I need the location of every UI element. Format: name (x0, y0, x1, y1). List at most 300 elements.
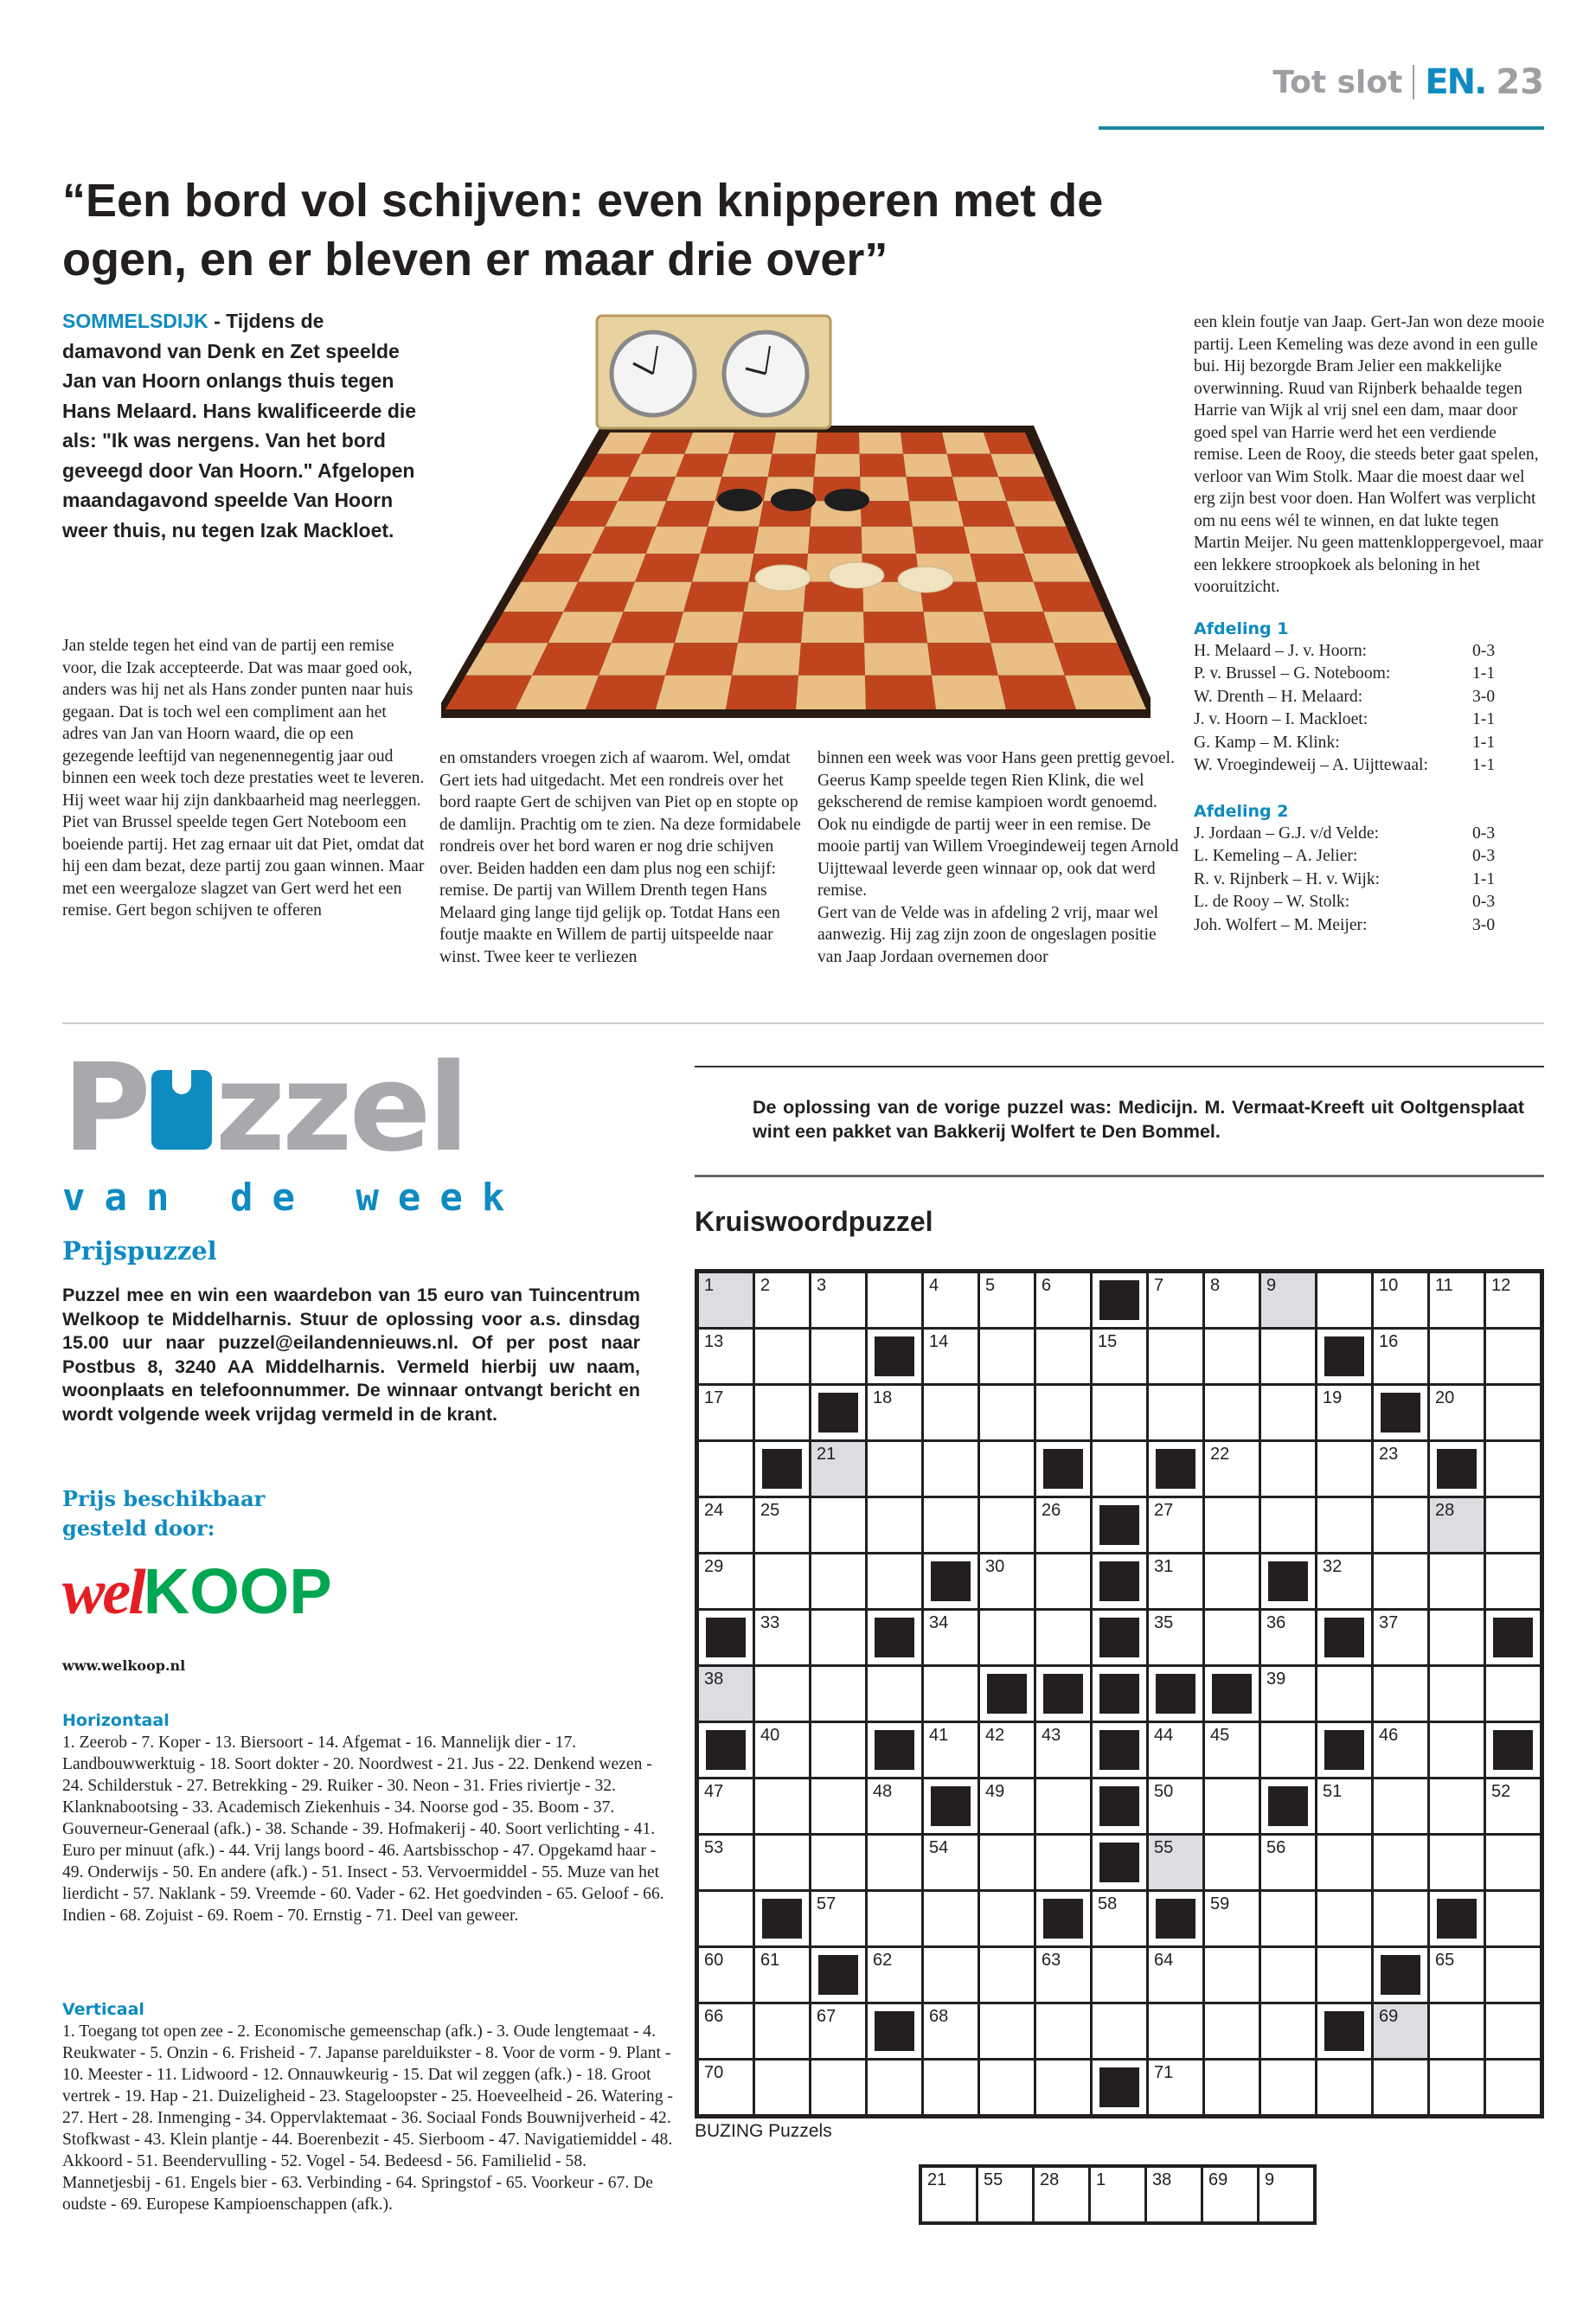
board-square (798, 643, 865, 676)
grid-cell[interactable] (1486, 1554, 1540, 1608)
grid-cell[interactable] (1486, 1892, 1540, 1945)
division-heading: Afdeling 2 (1194, 801, 1289, 821)
grid-cell[interactable] (980, 1386, 1034, 1439)
grid-cell[interactable] (699, 1892, 753, 1945)
black-cell (1093, 1498, 1146, 1552)
prize-text: Puzzel mee en win een waardebon van 15 euro van Tuincentrum Welkoop te Middelharnis. Stuur de oplossing voor a.s. dinsdag 15.00 uur naar puzzel@eilandennieuws.nl. Of per post naar Postbus 8, 3240 AA Middelharnis. Vermeld hierbij uw naam, woonplaats en telefoonnummer. De winnaar ontvangt bericht en wordt volgende week vrijdag vermeld in de krant. (62, 1285, 640, 1425)
clues-heading: Verticaal (62, 2000, 144, 2019)
board-square (863, 612, 927, 643)
grid-cell[interactable] (755, 1667, 809, 1721)
grid-cell[interactable] (1036, 2061, 1090, 2114)
article-column-3 (817, 747, 1181, 968)
grid-cell[interactable]: 29 (699, 1554, 753, 1608)
grid-cell[interactable]: 62 (868, 1948, 921, 2002)
black-cell (1093, 1554, 1146, 1608)
grid-cell[interactable]: 41 (924, 1723, 977, 1777)
result-row (1194, 732, 1548, 755)
solution-cell[interactable]: 9 (1259, 2168, 1313, 2221)
grid-cell[interactable]: 5 (980, 1273, 1034, 1327)
grid-cell[interactable]: 71 (1149, 2061, 1202, 2114)
grid-cell[interactable] (1486, 1836, 1540, 1889)
grid-cell[interactable] (1261, 2004, 1315, 2058)
grid-cell[interactable]: 57 (811, 1892, 865, 1945)
board-square (726, 676, 798, 709)
grid-cell[interactable] (1261, 1330, 1315, 1383)
grid-cell[interactable]: 20 (1430, 1386, 1484, 1439)
prize-title: Prijspuzzel (62, 1236, 217, 1266)
grid-cell[interactable] (1317, 1273, 1371, 1327)
grid-cell[interactable]: 16 (1374, 1330, 1427, 1383)
grid-cell[interactable]: 19 (1317, 1386, 1371, 1439)
grid-cell[interactable] (1205, 1836, 1259, 1889)
result-row (1194, 914, 1548, 938)
grid-cell[interactable] (811, 1667, 865, 1721)
board-square (907, 477, 958, 501)
intro-text: - Tijdens de damavond van Denk en Zet speelde Jan van Hoorn onlangs thuis tegen Hans Melaard. Hans kwalificeerde die als: "Ik was nergens. Van het bord geveegd door Van Hoorn." Afgelopen maandagavond speelde Van Hoorn weer thuis, nu tegen Izak Mackloet. (62, 310, 417, 542)
board-square (932, 676, 1006, 709)
board-square (816, 433, 860, 454)
paragraph: en omstanders vroegen zich af waarom. Wel, omdat Gert iets had uitgedacht. Met een rondreis over het bord raapte Gert de schijven van Piet op en stopte op de damlijn. Prachtig om te zien. Na deze formidabele rondreis over het bord waren er nog drie schijven over. Beiden hadden een dam plus nog een schijf: remise. De partij van Willem Drenth tegen Hans Melaard ging lange tijd gelijk op. Totdat Hans een foutje maakte en Willem de partij uitspeelde naar winst. Twee keer te verliezen (439, 749, 801, 966)
grid-cell[interactable] (868, 1273, 921, 1327)
board-square (646, 527, 708, 554)
article-title: “Een bord vol schijven: even knipperen met de ogen, en er bleven er maar drie over” (62, 175, 1104, 285)
black-cell (868, 1330, 921, 1383)
grid-cell[interactable] (924, 1892, 977, 1945)
board-square (599, 643, 675, 676)
grid-cell[interactable] (755, 1554, 809, 1608)
grid-cell[interactable]: 27 (1149, 1498, 1202, 1552)
match: J. v. Hoorn – I. Mackloet: (1194, 710, 1368, 728)
board-square (728, 433, 776, 454)
score: 3-0 (1472, 915, 1496, 934)
board-square (586, 676, 665, 709)
grid-cell[interactable] (1205, 2061, 1259, 2114)
grid-cell[interactable] (1317, 1836, 1371, 1889)
grid-cell[interactable]: 45 (1205, 1723, 1259, 1777)
grid-cell[interactable]: 50 (1149, 1779, 1202, 1833)
grid-cell[interactable]: 56 (1261, 1836, 1315, 1889)
board-square (947, 454, 998, 477)
sponsor-label (62, 1484, 265, 1543)
black-cell (1317, 1723, 1371, 1777)
match: Joh. Wolfert – M. Meijer: (1194, 915, 1368, 934)
board-square (864, 643, 932, 676)
grid-cell[interactable] (1149, 1330, 1202, 1383)
brand-logo: EN. (1425, 62, 1486, 102)
grid-cell[interactable] (811, 1554, 865, 1608)
grid-cell[interactable] (1261, 1948, 1315, 2002)
chessboard-photo (441, 311, 1151, 722)
grid-cell[interactable] (868, 1498, 921, 1552)
puzzel-logo: P zzel (62, 1038, 466, 1179)
black-cell (924, 1779, 977, 1833)
grid-cell[interactable]: 28 (1430, 1498, 1484, 1552)
result-row (1194, 663, 1548, 686)
board-square (612, 612, 683, 643)
board-square (942, 433, 990, 454)
grid-cell[interactable] (1317, 1892, 1371, 1945)
grid-cell[interactable] (980, 2061, 1034, 2114)
grid-cell[interactable] (1093, 1386, 1146, 1439)
board-square (768, 454, 816, 477)
solution-cell[interactable]: 55 (978, 2168, 1032, 2221)
clues-text: 1. Zeerob - 7. Koper - 13. Biersoort - 14. Afgemat - 16. Mannelijk dier - 17. Landbouwwerktuig - 18. Soort dokter - 20. Noordwest - 21. Jus - 22. Denkend wezen - 24. Schilderstuk - 27. Betrekking - 29. Ruiker - 30. Neon - 31. Fries riviertje - 32. Klanknabootsing - 33. Academisch Ziekenhuis - 34. Noorse god - 35. Boom - 37. Gouverneur-Generaal (afk.) - 38. Schande - 39. Hofmakerij - 40. Soort verlichting - 41. Euro per minuut (afk.) - 44. Vrij langs boord - 46. Aartsbisschop - 47. Opgekamd haar - 49. Onderwijs - 50. En andere (afk.) - 51. Insect - 53. Vervoermiddel - 55. Muze van het lierdicht - 57. Naklank - 59. Vreemde - 60. Vader - 62. Het goedvinden - 65. Geloof - 66. Indien - 68. Zojuist - 69. Roem - 70. Ernstig - 71. Deel van geweer. (62, 1734, 664, 1925)
grid-cell[interactable] (980, 1498, 1034, 1552)
board-square (913, 527, 970, 554)
grid-cell[interactable]: 7 (1149, 1273, 1202, 1327)
grid-cell[interactable]: 43 (1036, 1723, 1090, 1777)
welkoop-logo: welKOOP (62, 1555, 332, 1628)
page-header (1272, 62, 1544, 102)
result-row (1194, 823, 1548, 846)
grid-cell[interactable]: 65 (1430, 1948, 1484, 2002)
black-cell (1374, 1386, 1427, 1439)
grid-cell[interactable] (1430, 1779, 1484, 1833)
black-cell (699, 1611, 753, 1664)
black-cell (1036, 1442, 1090, 1496)
result-row (1194, 686, 1548, 709)
grid-cell[interactable] (1261, 1892, 1315, 1945)
grid-cell[interactable]: 9 (1261, 1273, 1315, 1327)
grid-cell[interactable] (1430, 2061, 1484, 2114)
grid-cell[interactable] (924, 1442, 977, 1496)
board-square (732, 643, 801, 676)
grid-cell[interactable]: 63 (1036, 1948, 1090, 2002)
grid-cell[interactable] (1205, 1498, 1259, 1552)
grid-cell[interactable]: 44 (1149, 1723, 1202, 1777)
paragraph: Gert van de Velde was in afdeling 2 vrij, maar wel aanwezig. Hij zag zijn zoon de ongeslagen positie van Jaap Jordaan overnemen door (817, 903, 1159, 966)
grid-cell[interactable] (1486, 2004, 1540, 2058)
grid-cell[interactable] (1430, 1836, 1484, 1889)
black-cell (1317, 2004, 1371, 2058)
grid-cell[interactable] (1486, 1498, 1540, 1552)
grid-cell[interactable] (980, 1836, 1034, 1889)
black-cell (1486, 1611, 1540, 1664)
solution-cell[interactable]: 21 (922, 2168, 976, 2221)
grid-cell[interactable]: 54 (924, 1836, 977, 1889)
black-cell (755, 1442, 809, 1496)
grid-cell[interactable] (1374, 1836, 1427, 1889)
grid-cell[interactable]: 66 (699, 2004, 753, 2058)
match: W. Drenth – H. Melaard: (1194, 687, 1363, 706)
divider (695, 1066, 1544, 1067)
grid-cell[interactable] (1036, 1330, 1090, 1383)
score: 0-3 (1472, 641, 1496, 660)
grid-cell[interactable] (1149, 1386, 1202, 1439)
article-column-2 (439, 747, 803, 968)
results-tables (1194, 618, 1548, 938)
board-square (635, 554, 700, 582)
grid-cell[interactable] (1430, 1667, 1484, 1721)
match: G. Kamp – M. Klink: (1194, 733, 1340, 752)
black-cell (868, 2004, 921, 2058)
grid-cell[interactable]: 23 (1374, 1442, 1427, 1496)
grid-cell[interactable] (980, 1442, 1034, 1496)
grid-cell[interactable] (1261, 2061, 1315, 2114)
grid-cell[interactable] (1317, 1442, 1371, 1496)
grid-cell[interactable]: 40 (755, 1723, 809, 1777)
grid-cell[interactable] (924, 2061, 977, 2114)
grid-cell[interactable] (924, 1667, 977, 1721)
grid-cell[interactable]: 25 (755, 1498, 809, 1552)
grid-cell[interactable] (755, 1836, 809, 1889)
board-square (656, 676, 732, 709)
board-square (970, 554, 1033, 582)
grid-cell[interactable]: 22 (1205, 1442, 1259, 1496)
clues-heading: Horizontaal (62, 1711, 170, 1730)
grid-cell[interactable] (1486, 1330, 1540, 1383)
grid-cell[interactable] (1374, 1498, 1427, 1552)
grid-cell[interactable] (1205, 1611, 1259, 1664)
grid-cell[interactable] (1486, 1386, 1540, 1439)
paragraph: een klein foutje van Jaap. Gert-Jan won deze mooie partij. Leen Kemeling was deze avond in een gulle bui. Hij bezorgde Bram Jelier een makkelijke overwinning. Ruud van Rijnberk behaalde tegen Harrie van Wijk al vrij snel een dam, maar door goed spel van Harrie werd het een verdiende remise. Leen de Rooy, die steeds beter gaat spelen, verloor van Wim Stolk. Maar die moest daar wel erg zijn best voor doen. Han Wolfert was verplicht om nu eens wél te winnen, en dat lukte tegen Martin Meijer. Nu geen mattenkloppergevoel, maar een lekkere stroopkoek als beloning in het vooruitzicht. (1194, 313, 1545, 596)
black-cell (811, 1948, 865, 2002)
solution-cell[interactable]: 38 (1147, 2168, 1201, 2221)
grid-cell[interactable] (980, 1330, 1034, 1383)
board-square (952, 477, 1007, 501)
match: H. Melaard – J. v. Hoorn: (1194, 641, 1368, 660)
grid-cell[interactable]: 61 (755, 1948, 809, 2002)
grid-cell[interactable]: 13 (699, 1330, 753, 1383)
grid-cell[interactable]: 11 (1430, 1273, 1484, 1327)
grid-cell[interactable]: 31 (1149, 1554, 1202, 1608)
grid-cell[interactable] (924, 1386, 977, 1439)
board-square (684, 433, 734, 454)
match: J. Jordaan – G.J. v/d Velde: (1194, 824, 1380, 843)
grid-cell[interactable] (1317, 1667, 1371, 1721)
clues-horizontal (62, 1709, 676, 1926)
grid-cell[interactable] (1486, 1442, 1540, 1496)
grid-cell[interactable] (924, 1498, 977, 1552)
grid-cell[interactable] (1430, 1330, 1484, 1383)
grid-cell[interactable]: 21 (811, 1442, 865, 1496)
grid-cell[interactable] (755, 1779, 809, 1833)
grid-cell[interactable] (1374, 1892, 1427, 1945)
board-square (772, 433, 817, 454)
board-square (666, 477, 721, 501)
grid-cell[interactable] (1205, 1554, 1259, 1608)
grid-cell[interactable] (1374, 1554, 1427, 1608)
grid-cell[interactable] (980, 1892, 1034, 1945)
grid-cell[interactable] (755, 2004, 809, 2058)
grid-cell[interactable] (980, 1948, 1034, 2002)
board-square (754, 527, 811, 554)
grid-cell[interactable]: 34 (924, 1611, 977, 1664)
grid-cell[interactable] (868, 2061, 921, 2114)
grid-cell[interactable] (811, 1723, 865, 1777)
grid-cell[interactable] (1261, 1498, 1315, 1552)
grid-cell[interactable] (1317, 2061, 1371, 2114)
grid-cell[interactable]: 70 (699, 2061, 753, 2114)
grid-cell[interactable]: 52 (1486, 1779, 1540, 1833)
solution-cell[interactable]: 28 (1035, 2168, 1088, 2221)
grid-cell[interactable]: 37 (1374, 1611, 1427, 1664)
grid-cell[interactable] (755, 2061, 809, 2114)
grid-cell[interactable] (1036, 1836, 1090, 1889)
grid-cell[interactable] (1261, 1442, 1315, 1496)
grid-cell[interactable] (1317, 1948, 1371, 2002)
grid-cell[interactable] (1093, 2004, 1146, 2058)
divider (695, 1175, 1544, 1177)
grid-cell[interactable] (868, 1836, 921, 1889)
grid-cell[interactable]: 36 (1261, 1611, 1315, 1664)
grid-cell[interactable] (1486, 1667, 1540, 1721)
solution-cell[interactable]: 1 (1091, 2168, 1144, 2221)
black-cell (980, 1667, 1034, 1721)
grid-cell[interactable]: 30 (980, 1554, 1034, 1608)
grid-cell[interactable]: 55 (1149, 1836, 1202, 1889)
grid-cell[interactable]: 32 (1317, 1554, 1371, 1608)
grid-cell[interactable] (1093, 1442, 1146, 1496)
grid-cell[interactable] (755, 1330, 809, 1383)
grid-cell[interactable]: 53 (699, 1836, 753, 1889)
grid-cell[interactable] (1374, 1667, 1427, 1721)
grid-cell[interactable] (811, 1330, 865, 1383)
grid-cell[interactable]: 6 (1036, 1273, 1090, 1327)
match: P. v. Brussel – G. Noteboom: (1194, 664, 1391, 683)
grid-cell[interactable]: 17 (699, 1386, 753, 1439)
grid-cell[interactable]: 58 (1093, 1892, 1146, 1945)
grid-cell[interactable]: 49 (980, 1779, 1034, 1833)
grid-cell[interactable]: 68 (924, 2004, 977, 2058)
board-square (692, 554, 754, 582)
grid-cell[interactable] (1205, 1330, 1259, 1383)
grid-cell[interactable]: 4 (924, 1273, 977, 1327)
grid-cell[interactable] (1036, 2004, 1090, 2058)
grid-cell[interactable]: 14 (924, 1330, 977, 1383)
grid-cell[interactable] (1205, 1386, 1259, 1439)
grid-cell[interactable]: 12 (1486, 1273, 1540, 1327)
grid-cell[interactable]: 48 (868, 1779, 921, 1833)
puzzle-piece-icon (151, 1070, 212, 1150)
grid-cell[interactable] (1430, 2004, 1484, 2058)
grid-cell[interactable]: 69 (1374, 2004, 1427, 2058)
grid-cell[interactable] (980, 1611, 1034, 1664)
grid-cell[interactable] (811, 1836, 865, 1889)
grid-cell[interactable] (1430, 1554, 1484, 1608)
match: R. v. Rijnberk – H. v. Wijk: (1194, 869, 1381, 888)
grid-cell[interactable]: 1 (699, 1273, 753, 1327)
board-square (865, 676, 936, 709)
grid-cell[interactable]: 64 (1149, 1948, 1202, 2002)
grid-cell[interactable] (811, 1779, 865, 1833)
article-column-1 (62, 635, 426, 922)
grid-cell[interactable]: 33 (755, 1611, 809, 1664)
score: 1-1 (1472, 710, 1496, 728)
grid-cell[interactable]: 2 (755, 1273, 809, 1327)
sponsor-url[interactable]: www.welkoop.nl (62, 1657, 186, 1674)
grid-cell[interactable] (811, 2061, 865, 2114)
grid-cell[interactable] (1149, 2004, 1202, 2058)
grid-cell[interactable] (1036, 1779, 1090, 1833)
grid-cell[interactable]: 39 (1261, 1667, 1315, 1721)
grid-cell[interactable] (868, 1892, 921, 1945)
board-square (683, 582, 749, 612)
grid-cell[interactable] (1261, 1723, 1315, 1777)
grid-cell[interactable] (1486, 2061, 1540, 2114)
grid-cell[interactable] (1430, 1723, 1484, 1777)
clues-vertical (62, 1998, 676, 2215)
grid-cell[interactable] (699, 1442, 753, 1496)
grid-cell[interactable] (1374, 2061, 1427, 2114)
black-cell (1093, 1779, 1146, 1833)
black-cell (924, 1554, 977, 1608)
grid-cell[interactable] (1205, 1948, 1259, 2002)
grid-cell[interactable] (868, 1667, 921, 1721)
grid-cell[interactable]: 8 (1205, 1273, 1259, 1327)
grid-cell[interactable] (1205, 1779, 1259, 1833)
grid-cell[interactable] (1486, 1948, 1540, 2002)
grid-cell[interactable] (1036, 1611, 1090, 1664)
grid-cell[interactable]: 38 (699, 1667, 753, 1721)
grid-cell[interactable]: 35 (1149, 1611, 1202, 1664)
grid-cell[interactable]: 42 (980, 1723, 1034, 1777)
grid-cell[interactable]: 26 (1036, 1498, 1090, 1552)
score: 3-0 (1472, 687, 1496, 706)
puzzel-logo-subtitle: van de week (62, 1176, 524, 1220)
board-square (998, 676, 1076, 709)
grid-cell[interactable] (811, 1611, 865, 1664)
grid-cell[interactable]: 24 (699, 1498, 753, 1552)
black-cell (1093, 2061, 1146, 2114)
solution-cell[interactable]: 69 (1203, 2168, 1257, 2221)
grid-cell[interactable] (1430, 1611, 1484, 1664)
grid-cell[interactable] (1036, 1554, 1090, 1608)
board-square (958, 501, 1015, 527)
board-square (859, 433, 903, 454)
grid-cell[interactable] (1374, 1779, 1427, 1833)
grid-cell[interactable] (755, 1386, 809, 1439)
grid-cell[interactable]: 51 (1317, 1779, 1371, 1833)
board-square (801, 612, 864, 643)
grid-cell[interactable] (868, 1442, 921, 1496)
board-square (903, 454, 952, 477)
grid-cell[interactable]: 3 (811, 1273, 865, 1327)
grid-cell[interactable] (1036, 1386, 1090, 1439)
grid-cell[interactable]: 60 (699, 1948, 753, 2002)
paragraph: binnen een week was voor Hans geen prettig gevoel. Geerus Kamp speelde tegen Rien Klink, die wel gekscherend de remise kampioen wordt genoemd. Ook nu eindigde de partij weer in een remise. De mooie partij van Willem Vroegindeweij tegen Arnold Uijttewaal leverde geen winnaar op, ook dat werd remise. (817, 749, 1179, 900)
grid-cell[interactable] (868, 1554, 921, 1608)
grid-cell[interactable]: 47 (699, 1779, 753, 1833)
grid-cell[interactable] (980, 2004, 1034, 2058)
grid-cell[interactable] (1093, 1948, 1146, 2002)
section-name: Tot slot (1272, 64, 1403, 100)
grid-cell[interactable] (811, 1498, 865, 1552)
grid-cell[interactable]: 59 (1205, 1892, 1259, 1945)
grid-cell[interactable]: 18 (868, 1386, 921, 1439)
grid-cell[interactable]: 15 (1093, 1330, 1146, 1383)
paragraph: Piet van Brussel speelde tegen Gert Noteboom een boeiende partij. Het zag ernaar uit dat Piet, omdat dat hij een dam bezat, deze partij zou gaan winnen. Maar met een weergaloze slagzet van Gert werd het een remise. Gert begon schijven te offeren (62, 813, 425, 920)
grid-cell[interactable]: 46 (1374, 1723, 1427, 1777)
score: 1-1 (1472, 664, 1496, 683)
grid-cell[interactable]: 67 (811, 2004, 865, 2058)
score: 1-1 (1472, 869, 1496, 888)
black-cell (1261, 1554, 1315, 1608)
black-cell (1486, 1723, 1540, 1777)
grid-cell[interactable] (1317, 1498, 1371, 1552)
previous-solution: De oplossing van de vorige puzzel was: Medicijn. M. Vermaat-Kreeft uit Ooltgensplaat wint een pakket van Bakkerij Wolfert te Den Bommel. (753, 1097, 1524, 1142)
crossword-title: Kruiswoordpuzzel (695, 1206, 933, 1237)
black-cell (1317, 1611, 1371, 1664)
grid-cell[interactable] (1261, 1386, 1315, 1439)
grid-cell[interactable] (1205, 2004, 1259, 2058)
puzzle-credit: BUZING Puzzels (695, 2121, 832, 2141)
grid-cell[interactable] (924, 1948, 977, 2002)
result-row (1194, 640, 1548, 663)
black-cell (868, 1723, 921, 1777)
grid-cell[interactable]: 10 (1374, 1273, 1427, 1327)
white-pieces (755, 562, 953, 593)
